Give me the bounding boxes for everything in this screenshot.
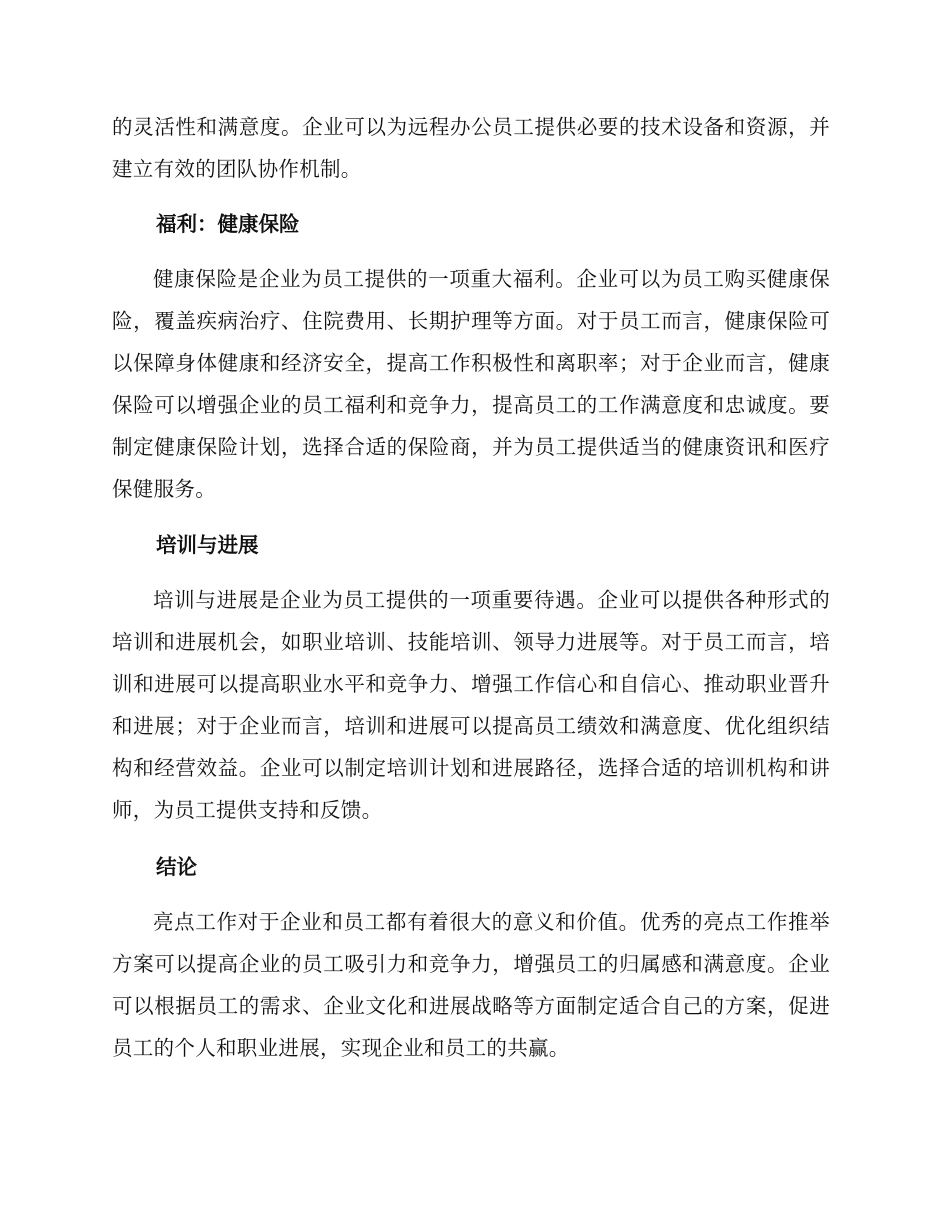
section-training xyxy=(112,524,830,831)
intro-continuation-paragraph: 的灵活性和满意度。企业可以为远程办公员工提供必要的技术设备和资源，并建立有效的团队协作机制。 xyxy=(112,115,830,181)
section-health-insurance xyxy=(112,203,830,510)
section-heading-health-insurance: 福利：健康保险 xyxy=(156,212,300,236)
section-conclusion xyxy=(112,846,830,1069)
section-heading-training: 培训与进展 xyxy=(156,533,259,557)
section-heading-conclusion: 结论 xyxy=(156,855,197,879)
section-body-conclusion: 亮点工作对于企业和员工都有着很大的意义和价值。优秀的亮点工作推举方案可以提高企业的员工吸引力和竞争力，增强员工的归属感和满意度。企业可以根据员工的需求、企业文化和进展战略等方面制定适合自己的方案，促进员工的个人和职业进展，实现企业和员工的共赢。 xyxy=(112,910,830,1060)
section-body-training: 培训与进展是企业为员工提供的一项重要待遇。企业可以提供各种形式的培训和进展机会，如职业培训、技能培训、领导力进展等。对于员工而言，培训和进展可以提高职业水平和竞争力、增强工作信心和自信心、推动职业晋升和进展；对于企业而言，培训和进展可以提高员工绩效和满意度、优化组织结构和经营效益。企业可以制定培训计划和进展路径，选择合适的培训机构和讲师，为员工提供支持和反馈。 xyxy=(112,588,830,822)
section-body-health-insurance: 健康保险是企业为员工提供的一项重大福利。企业可以为员工购买健康保险，覆盖疾病治疗、住院费用、长期护理等方面。对于员工而言，健康保险可以保障身体健康和经济安全，提高工作积极性和离职率；对于企业而言，健康保险可以增强企业的员工福利和竞争力，提高员工的工作满意度和忠诚度。要制定健康保险计划，选择合适的保险商，并为员工提供适当的健康资讯和医疗保健服务。 xyxy=(112,267,830,501)
intro-continuation-block xyxy=(112,106,830,190)
